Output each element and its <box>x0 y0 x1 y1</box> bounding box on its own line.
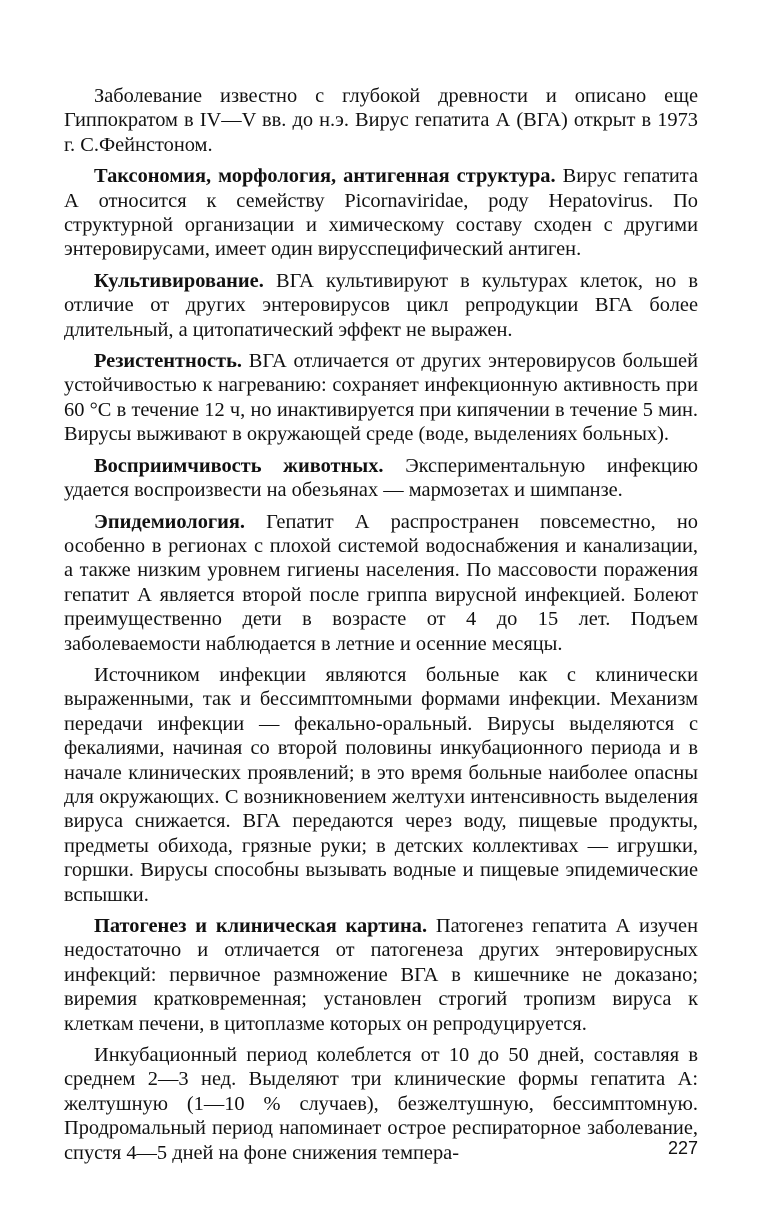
paragraph-text: Вирус гепатита А относится к семейству Picornaviridae, роду Hepatovirus. По структурной организации и химическому составу сходен с другими энтеровирусами, имеет один вирусспецифический антиген. <box>64 165 698 261</box>
paragraph-text: ВГА отличается от других энтеровирусов большей устойчивостью к нагреванию: сохраняет инфекционную активность при 60 °С в течение 12 ч, но инактивируется при кипячении в течение 5 мин. Вирусы выживают в окружающей среде (воде, выделениях больных). <box>64 350 698 446</box>
paragraph-text: Заболевание известно с глубокой древности и описано еще Гиппократом в IV—V вв. до н.э. Вирус гепатита А (ВГА) открыт в 1973 г. С.Фейнстоном. <box>64 85 698 156</box>
paragraph-term: Патогенез и клиническая картина. <box>94 915 428 937</box>
paragraph-term: Эпидемиология. <box>94 510 246 533</box>
paragraph-animal-susceptibility <box>64 454 698 503</box>
paragraph-term: Восприимчивость животных. <box>94 454 384 477</box>
paragraph-history <box>64 84 698 157</box>
paragraph-text: Инкубационный период колеблется от 10 до 50 дней, составляя в среднем 2—3 нед. Выделяют три клинические формы гепатита А: желтушную (1—10 % случаев), безжелтушную, бессимптомную. Продромальный период напоминает острое респираторное заболевание, спустя 4—5 дней на фоне снижения темпера- <box>64 1044 698 1164</box>
paragraph-text: Экспериментальную инфекцию удается воспроизвести на обезьянах — мармозетах и шимпанзе. <box>64 454 698 502</box>
paragraph-term: Таксономия, морфология, антигенная структура. <box>94 165 556 188</box>
page-body <box>64 84 698 1172</box>
paragraph-incubation <box>64 1043 698 1165</box>
paragraph-cultivation <box>64 269 698 342</box>
paragraph-epidemiology <box>64 510 698 656</box>
paragraph-text: Патогенез гепатита А изучен недостаточно и отличается от патогенеза других энтеровирусных инфекций: первичное размножение ВГА в кишечнике не доказано; виремия кратковременная; установлен строгий тропизм вируса к клеткам печени, в цитоплазме которых он репродуцируется. <box>64 915 698 1035</box>
page-number: 227 <box>667 1138 698 1158</box>
paragraph-infection-source <box>64 663 698 907</box>
paragraph-pathogenesis <box>64 914 698 1036</box>
paragraph-term: Резистентность. <box>94 350 242 373</box>
paragraph-text: ВГА культивируют в культурах клеток, но в отличие от других энтеровирусов цикл репродукции ВГА более длительный, а цитопатический эффект не выражен. <box>64 269 698 341</box>
paragraph-text: Источником инфекции являются больные как с клинически выраженными, так и бессимптомными формами инфекции. Механизм передачи инфекции — фекально-оральный. Вирусы выделяются с фекалиями, начиная со второй половины инкубационного периода и в начале клинических проявлений; в это время больные наиболее опасны для окружающих. С возникновением желтухи интенсивность выделения вируса снижается. ВГА передаются через воду, пищевые продукты, предметы обихода, грязные руки; в детских коллективах — игрушки, горшки. Вирусы способны вызывать водные и пищевые эпидемические вспышки. <box>64 663 698 906</box>
paragraph-term: Культивирование. <box>94 269 264 292</box>
paragraph-text: Гепатит А распространен повсеместно, но особенно в регионах с плохой системой водоснабжения и канализации, а также низким уровнем гигиены населения. По массовости поражения гепатит А является второй после гриппа вирусной инфекцией. Болеют преимущественно дети в возрасте от 4 до 15 лет. Подъем заболеваемости наблюдается в летние и осенние месяцы. <box>64 510 698 655</box>
paragraph-resistance <box>64 349 698 447</box>
paragraph-taxonomy <box>64 164 698 262</box>
